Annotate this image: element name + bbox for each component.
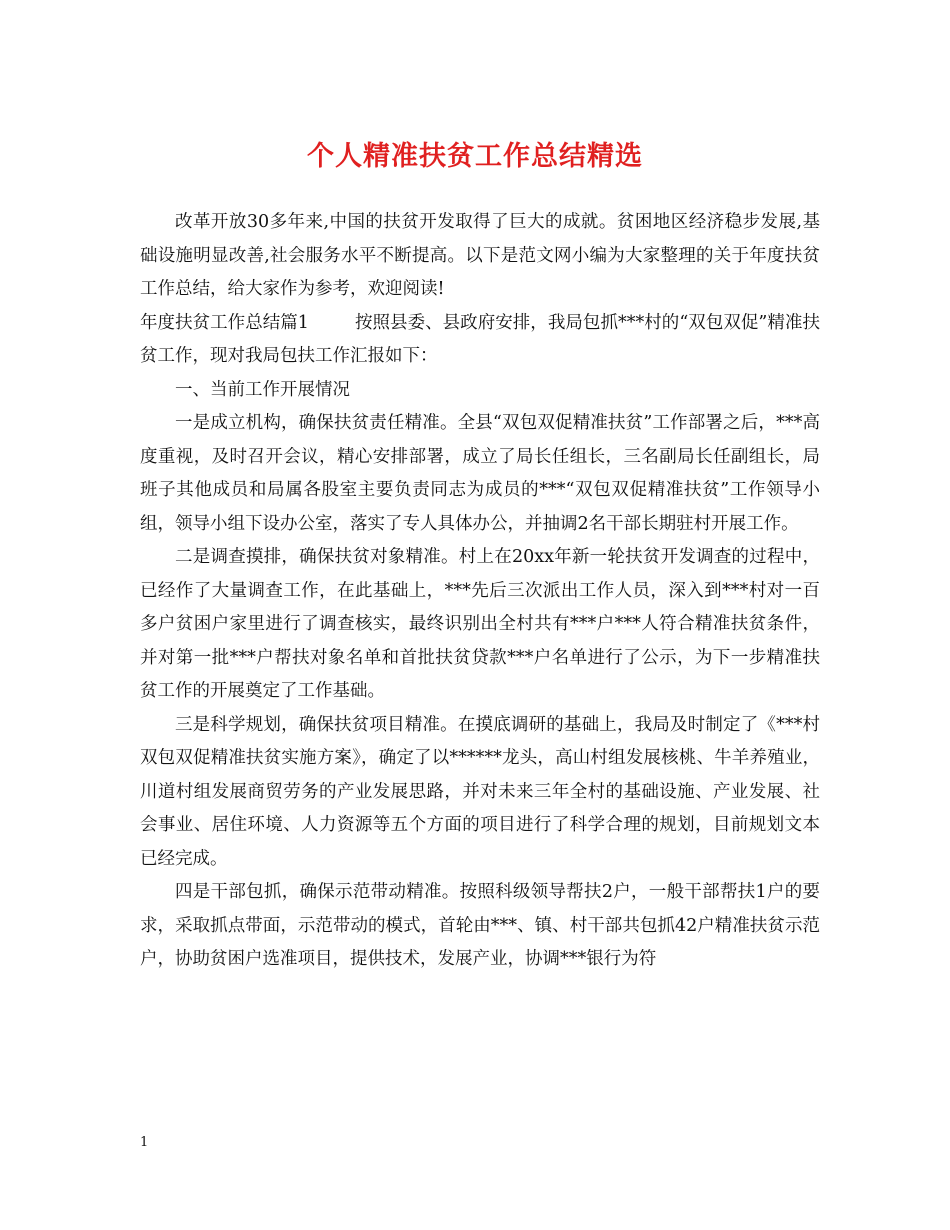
page-number: 1: [140, 1135, 149, 1150]
article-lead-paragraph: [140, 307, 820, 374]
body-paragraph: 一是成立机构，确保扶贫责任精准。全县“双包双促精准扶贫”工作部署之后，***高度重视，及时召开会议，精心安排部署，成立了局长任组长，三名副局长任副组长，局班子其他成员和局属各股室主要负责同志为成员的***“双包双促精准扶贫”工作领导小组，领导小组下设办公室，落实了专人具体办公，并抽调2名干部长期驻村开展工作。: [140, 413, 820, 534]
article-label: 年度扶贫工作总结篇1: [140, 312, 309, 333]
body-paragraph: 二是调查摸排，确保扶贫对象精准。村上在20xx年新一轮扶贫开发调查的过程中，已经作了大量调查工作，在此基础上，***先后三次派出工作人员，深入到***村对一百多户贫困户家里进行了调查核实，最终识别出全村共有***户***人符合精准扶贫条件，并对第一批***户帮扶对象名单和首批扶贫贷款***户名单进行了公示，为下一步精准扶贫工作的开展奠定了工作基础。: [140, 547, 820, 701]
document-title: 个人精准扶贫工作总结精选: [307, 141, 643, 172]
section-heading: 一、当前工作开展情况: [175, 379, 350, 400]
document-body: [140, 206, 820, 977]
body-paragraph: 三是科学规划，确保扶贫项目精准。在摸底调研的基础上，我局及时制定了《***村双包双促精准扶贫实施方案》，确定了以******龙头，高山村组发展核桃、牛羊养殖业，川道村组发展商贸劳务的产业发展思路，并对未来三年全村的基础设施、产业发展、社会事业、居住环境、人力资源等五个方面的项目进行了科学合理的规划，目前规划文本已经完成。: [140, 714, 820, 869]
article-lead: 按照县委、县政府安排，我局包抓***村的“双包双促”精准扶贫工作，现对我局包扶工作汇报如下：: [140, 312, 820, 366]
intro-paragraph: 改革开放30多年来,中国的扶贫开发取得了巨大的成就。贫困地区经济稳步发展,基础设施明显改善,社会服务水平不断提高。以下是范文网小编为大家整理的关于年度扶贫工作总结，给大家作为参考，欢迎阅读!: [140, 212, 820, 299]
body-paragraph: 四是干部包抓，确保示范带动精准。按照科级领导帮扶2户，一般干部帮扶1户的要求，采取抓点带面，示范带动的模式，首轮由***、镇、村干部共包抓42户精准扶贫示范户，协助贫困户选准项目，提供技术，发展产业，协调***银行为符: [140, 882, 820, 969]
